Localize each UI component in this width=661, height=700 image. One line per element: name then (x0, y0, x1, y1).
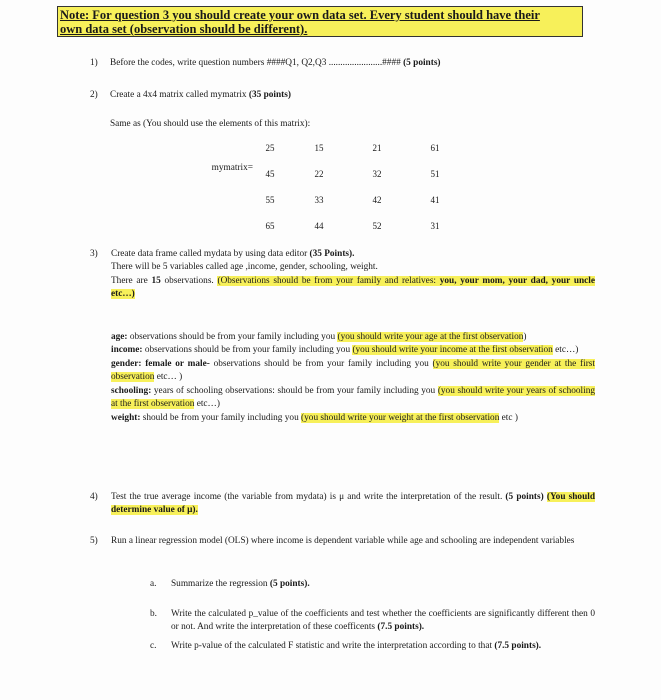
q1-text: Before the codes, write question numbers ####Q1, Q2,Q3 .......................#### (5 points) (110, 58, 441, 68)
q3-line-1: Create data frame called mydata by using data editor (35 Points). (111, 249, 355, 259)
q5-sub-b: Write the calculated p_value of the coefficients and test whether the coefficients are significantly different then 0 or not. And write the interpretation of these coefficents (7.5 points). (171, 609, 595, 633)
matrix-cell: 41 (430, 195, 440, 206)
q3-variables (111, 331, 595, 425)
matrix-cell: 61 (430, 143, 440, 154)
q3-line-2: There will be 5 variables called age ,income, gender, schooling, weight. (111, 262, 378, 273)
matrix-cell: 42 (372, 195, 382, 206)
q5-sub-b-letter: b. (150, 609, 157, 619)
variable-item: schooling: years of schooling observations: should be from your family including you (you should write your years of schooling at the first observation etc…) (111, 385, 596, 410)
q5-sub-a-letter: a. (150, 579, 157, 589)
matrix-cell: 45 (265, 169, 275, 180)
note-line-2: own data set (observation should be different). (60, 22, 308, 36)
matrix-table (250, 136, 464, 240)
variable-item: gender: female or male- observations should be from your family including you (you should write your gender at the first observation etc… ) (111, 358, 595, 383)
q5-sub-c: Write p-value of the calculated F statistic and write the interpretation according to that (7.5 points). (171, 641, 542, 651)
matrix-cell: 52 (372, 221, 382, 232)
q2-number: 2) (90, 90, 98, 100)
q2-text: Create a 4x4 matrix called mymatrix (35 points) (110, 90, 291, 100)
q1-number: 1) (90, 58, 98, 68)
note-box (57, 6, 583, 37)
q3-line-3: There are 15 observations. (Observations should be from your family and relatives: you, your mom, your dad, your uncle etc…) (111, 275, 595, 300)
matrix-cell: 31 (430, 221, 440, 232)
matrix-cell: 15 (314, 143, 324, 154)
q2-same-as: Same as (You should use the elements of this matrix): (110, 119, 311, 129)
matrix-cell: 44 (314, 221, 324, 232)
q5-number: 5) (90, 536, 98, 546)
matrix-row (250, 188, 464, 214)
matrix-cell: 25 (265, 143, 275, 154)
matrix-cell: 32 (372, 169, 382, 180)
matrix-row (250, 136, 464, 162)
q5-text: Run a linear regression model (OLS) where income is dependent variable while age and schooling are independent variables (111, 536, 575, 546)
matrix-cell: 21 (372, 143, 382, 154)
variable-item: age: observations should be from your family including you (you should write your age at the first observation) (111, 332, 527, 342)
q4-number: 4) (90, 492, 98, 502)
matrix-cell: 55 (265, 195, 275, 206)
matrix-row (250, 162, 464, 188)
q4-text: Test the true average income (the variable from mydata) is μ and write the interpretation of the result. (5 points) (You should determine value of μ). (111, 492, 596, 516)
matrix-row (250, 214, 464, 240)
note-line-1: Note: For question 3 you should create your own data set. Every student should have their (60, 8, 540, 22)
matrix-cell: 22 (314, 169, 324, 180)
matrix-label: mymatrix= (211, 163, 253, 173)
q5-sub-c-letter: c. (150, 641, 157, 651)
variable-item: income: observations should be from your family including you (you should write your income at the first observation etc…) (111, 345, 579, 356)
matrix-cell: 33 (314, 195, 324, 206)
variable-item: weight: should be from your family including you (you should write your weight at the first observation etc ) (111, 412, 518, 423)
matrix-cell: 51 (430, 169, 440, 180)
q3-number: 3) (90, 249, 98, 259)
matrix-cell: 65 (265, 221, 275, 232)
q5-sub-a: Summarize the regression (5 points). (171, 579, 310, 589)
q3-block (111, 248, 595, 302)
